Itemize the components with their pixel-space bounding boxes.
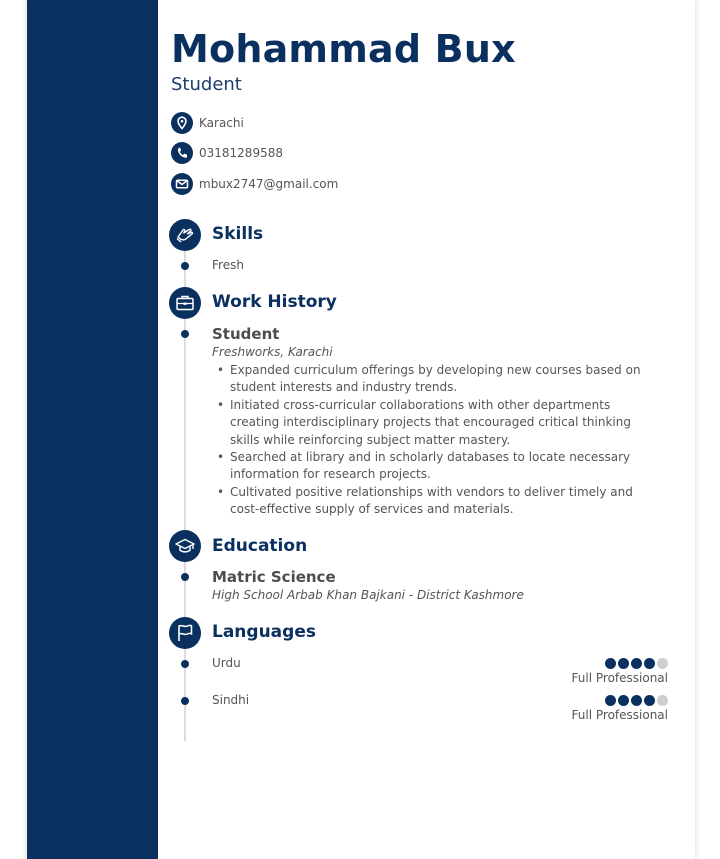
phone-text: 03181289588	[199, 146, 283, 160]
job-bullet: • Searched at library and in scholarly databases to locate necessary information for research projects.	[216, 449, 646, 484]
rating-dot-filled	[605, 695, 616, 706]
rating-dot-filled	[618, 658, 629, 669]
rating-dot-filled	[644, 658, 655, 669]
job-bullet: • Expanded curriculum offerings by developing new courses based on student interests and industry trends.	[216, 362, 646, 397]
language-name: Urdu	[212, 656, 241, 670]
language-level-label: Full Professional	[571, 708, 668, 722]
contact-phone	[171, 142, 283, 164]
job-bullet: • Initiated cross-curricular collaborations with other departments creating interdisciplinary projects that encouraged critical thinking skills while reinforcing subject matter mastery.	[216, 397, 646, 449]
timeline-dot	[181, 573, 189, 581]
rating-dot-filled	[605, 658, 616, 669]
rating-dot-filled	[631, 695, 642, 706]
timeline-dot	[181, 330, 189, 338]
resume-page	[27, 0, 695, 859]
graduation-cap-icon	[169, 530, 201, 562]
timeline-dot	[181, 660, 189, 668]
education-heading: Education	[212, 536, 308, 556]
timeline-dot	[181, 697, 189, 705]
education-school: High School Arbab Khan Bajkani - District Kashmore	[212, 588, 524, 602]
languages-heading: Languages	[212, 622, 316, 642]
job-bullet-list	[216, 362, 646, 519]
contact-email	[171, 173, 338, 195]
sidebar-panel	[27, 0, 158, 859]
job-bullet: • Cultivated positive relationships with vendors to deliver timely and cost-effective supply of services and materials.	[216, 484, 646, 519]
language-rating-dots	[548, 658, 668, 669]
work-history-heading: Work History	[212, 292, 337, 312]
email-text: mbux2747@gmail.com	[199, 177, 339, 191]
job-company-location: Freshworks, Karachi	[212, 345, 333, 359]
language-level	[548, 658, 668, 685]
language-level	[548, 695, 668, 722]
candidate-name: Mohammad Bux	[171, 27, 516, 71]
rating-dot-empty	[657, 695, 668, 706]
rating-dot-filled	[644, 695, 655, 706]
skill-item: Fresh	[212, 258, 244, 272]
rating-dot-filled	[631, 658, 642, 669]
location-text: Karachi	[199, 116, 244, 130]
candidate-title: Student	[171, 74, 242, 95]
language-level-label: Full Professional	[571, 671, 668, 685]
flag-icon	[169, 617, 201, 649]
skills-heading: Skills	[212, 224, 264, 244]
location-pin-icon	[171, 112, 193, 134]
resume-main	[158, 0, 695, 859]
briefcase-icon	[169, 287, 201, 319]
rating-dot-empty	[657, 658, 668, 669]
timeline-dot	[181, 262, 189, 270]
language-name: Sindhi	[212, 693, 250, 707]
rating-dot-filled	[618, 695, 629, 706]
contact-location	[171, 112, 244, 134]
job-title: Student	[212, 325, 280, 343]
envelope-icon	[171, 173, 193, 195]
language-rating-dots	[548, 695, 668, 706]
hand-puzzle-icon	[169, 219, 201, 251]
education-degree: Matric Science	[212, 568, 336, 586]
phone-icon	[171, 142, 193, 164]
